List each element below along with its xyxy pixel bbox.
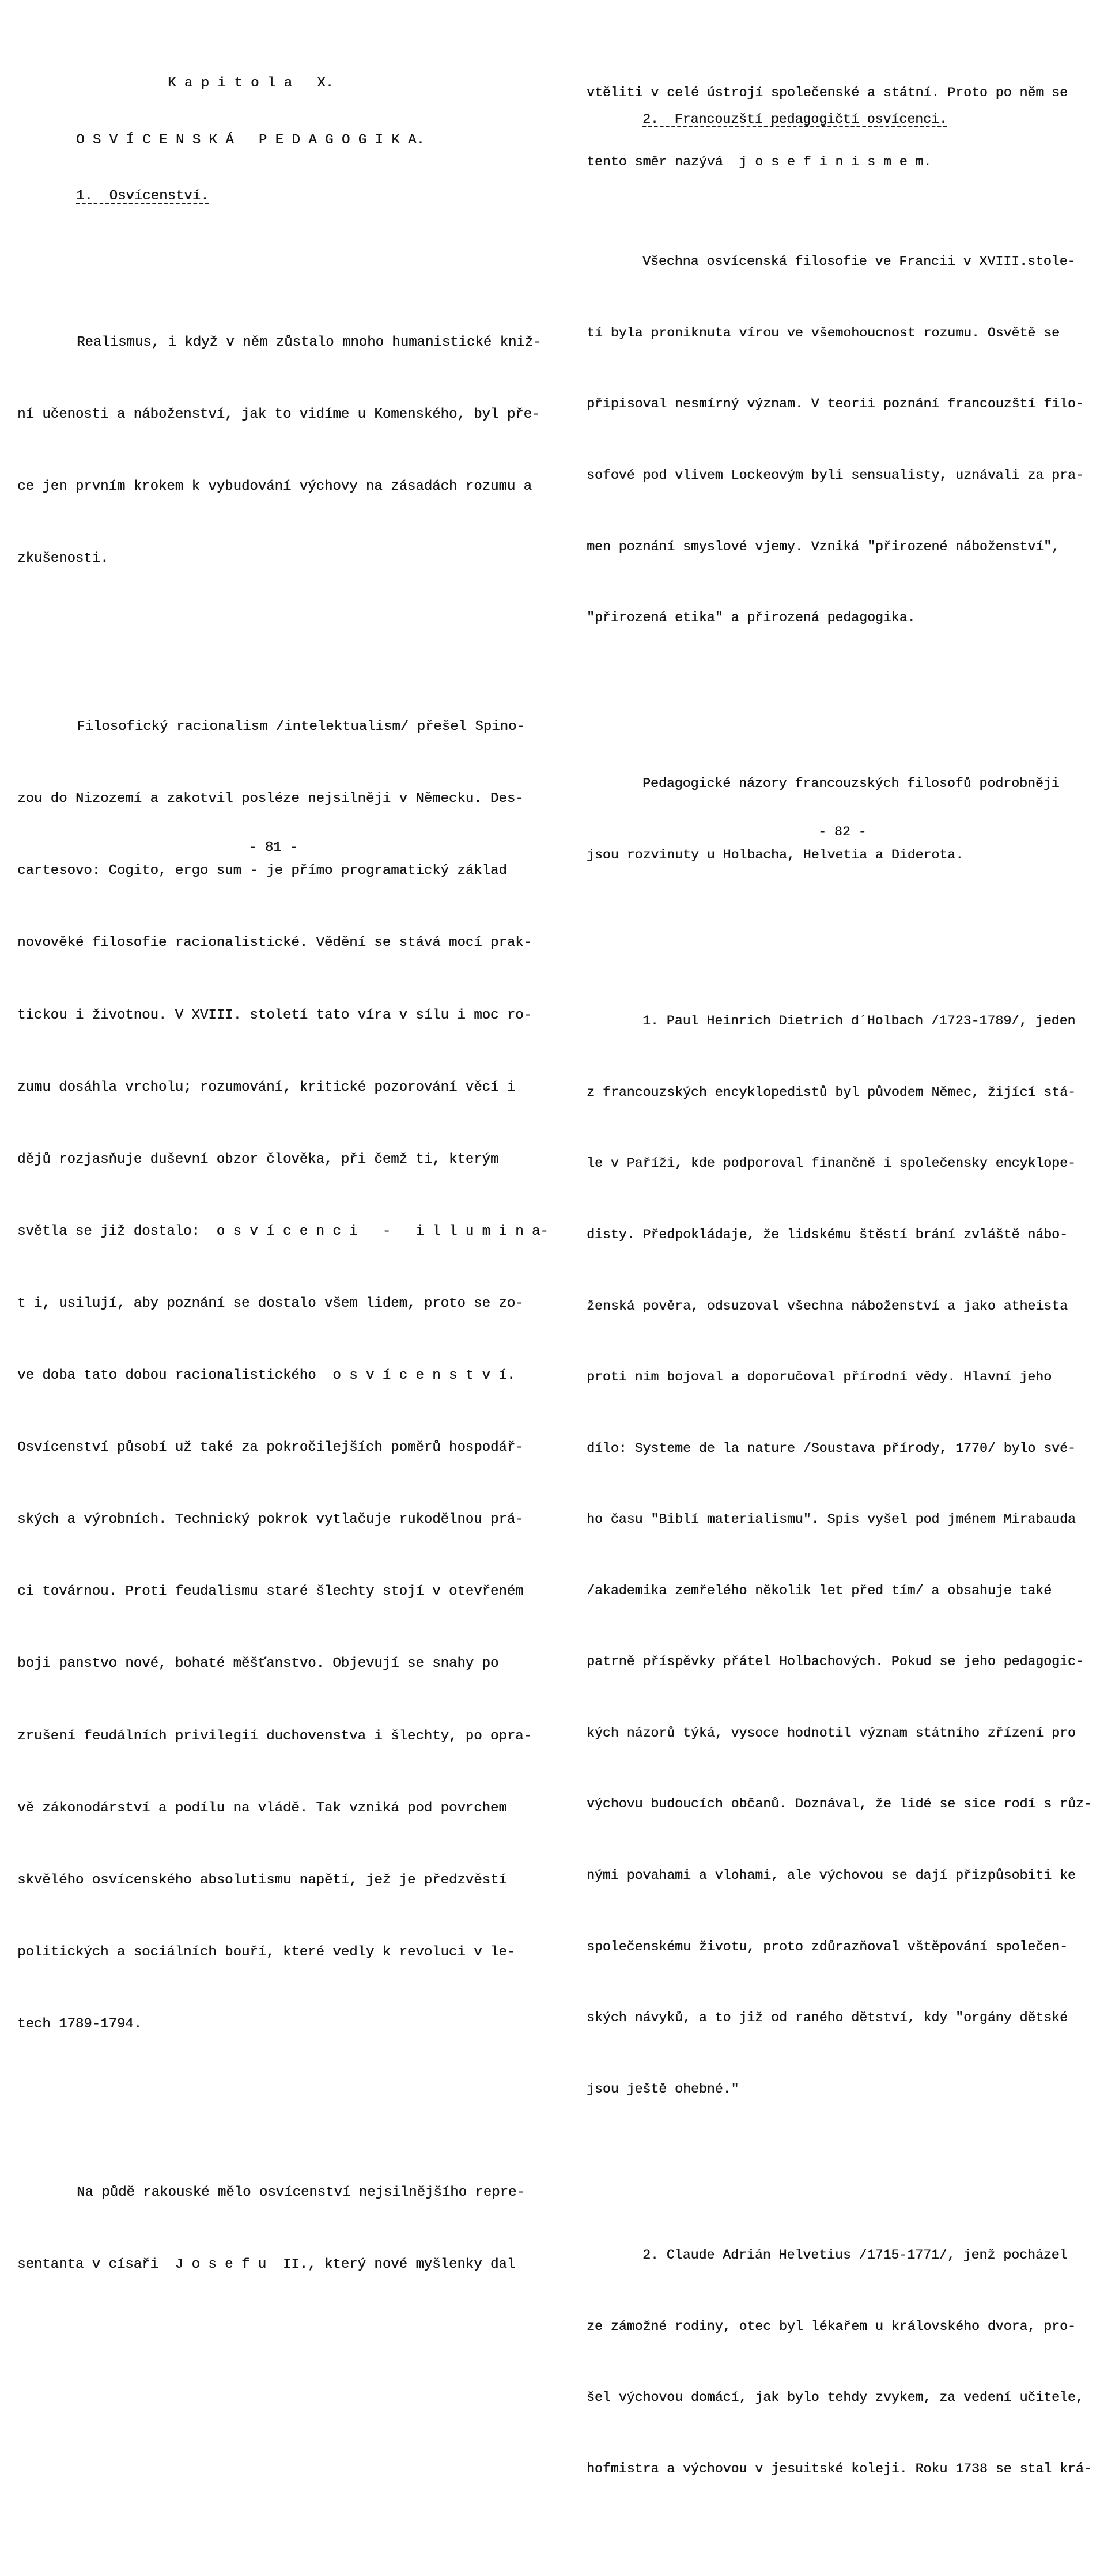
text-line: 1. Paul Heinrich Dietrich d´Holbach /1723-1789/, jeden	[642, 1013, 1076, 1029]
text-line: vě zákonodárství a podílu na vládě. Tak vzniká pod povrchem	[17, 1800, 507, 1816]
text-line: jsou rozvinuty u Holbacha, Helvetia a Diderota.	[587, 847, 963, 863]
text-line: připisoval nesmírný význam. V teorii poznání francouzští filo-	[587, 396, 1084, 412]
text-line: 2. Claude Adrián Helvetius /1715-1771/, jenž pocházel	[642, 2248, 1068, 2263]
text-line: ženská pověra, odsuzoval všechna náboženství a jako atheista	[587, 1298, 1068, 1314]
text-line: dějů rozjasňuje duševní obzor člověka, při čemž ti, kterým	[17, 1151, 499, 1167]
text-line: ní učenosti a náboženství, jak to vidíme u Komenského, byl pře-	[17, 406, 540, 422]
text-line: "přirozená etika" a přirozená pedagogika.	[587, 610, 916, 626]
text-line: boji panstvo nové, bohaté měšťanstvo. Objevují se snahy po	[17, 1656, 499, 1672]
text-line: t i, usilují, aby poznání se dostalo všem lidem, proto se zo-	[17, 1295, 524, 1311]
text-line: ve doba tato dobou racionalistického o s v í c e n s t v í.	[17, 1368, 516, 1384]
text-line: jsou ještě ohebné."	[587, 2081, 739, 2097]
text-line: Filosofický racionalism /intelektualism/ přešel Spino-	[77, 719, 525, 735]
text-line: světla se již dostalo: o s v í c e n c i - i l l u m i n a-	[17, 1223, 549, 1239]
text-line: cartesovo: Cogito, ergo sum - je přímo programatický základ	[17, 863, 507, 879]
text-line: sentanta v císaři J o s e f u II., který nové myšlenky dal	[17, 2257, 516, 2273]
paragraph	[587, 725, 1092, 915]
text-line: novověké filosofie racionalistické. Vědění se stává mocí prak-	[17, 935, 532, 951]
text-line: nými povahami a vlohami, ale výchovou se dají přizpůsobiti ke	[587, 1868, 1076, 1883]
text-line: vtěliti v celé ústrojí společenské a státní. Proto po něm se	[587, 85, 1068, 101]
chapter-title: O S V Í C E N S K Á P E D A G O G I K A.	[76, 133, 425, 148]
text-line: patrně příspěvky přátel Holbachových. Pokud se jeho pedagogic-	[587, 1654, 1084, 1670]
paragraph	[587, 2196, 1092, 2529]
right-page	[560, 0, 1119, 2476]
text-line: společenskému životu, proto zdůrazňoval vštěpování společen-	[587, 1939, 1068, 1954]
text-line: kých názorů týká, vysoce hodnotil význam státního zřízení pro	[587, 1725, 1076, 1741]
text-line: zumu dosáhla vrcholu; rozumování, kritické pozorování věcí i	[17, 1079, 516, 1095]
paragraph	[587, 203, 1092, 678]
paragraph	[17, 667, 549, 2085]
text-line: hofmistra a výchovou v jesuitské koleji. Roku 1738 se stal krá-	[587, 2461, 1092, 2476]
text-line: Na půdě rakouské mělo osvícenství nejsilnějšího repre-	[77, 2184, 525, 2200]
text-line: tickou i životnou. V XVIII. století tato víra v sílu i moc ro-	[17, 1007, 532, 1023]
text-line: Pedagogické názory francouzských filosofů podrobněji	[642, 776, 1060, 792]
text-line: sofové pod vlivem Lockeovým byli sensualisty, uznávali za pra-	[587, 467, 1084, 483]
text-line: /akademika zemřelého několik let před tím/ a obsahuje také	[587, 1583, 1052, 1598]
text-line: tí byla proniknuta vírou ve všemohoucnost rozumu. Osvětě se	[587, 325, 1060, 341]
text-line: ho času "Biblí materialismu". Spis vyšel pod jménem Mirabauda	[587, 1512, 1076, 1527]
text-line: skvělého osvícenského absolutismu napětí, jež je předzvěstí	[17, 1872, 507, 1888]
text-line: politických a sociálních bouří, které vedly k revoluci v le-	[17, 1944, 516, 1960]
text-line: výchovu budoucích občanů. Doznával, že lidé se sice rodí s růz-	[587, 1796, 1092, 1812]
text-line: proti nim bojoval a doporučoval přírodní vědy. Hlavní jeho	[587, 1370, 1052, 1385]
text-line: tech 1789-1794.	[17, 2017, 142, 2033]
text-line: ských a výrobních. Technický pokrok vytlačuje rukodělnou prá-	[17, 1512, 524, 1528]
section-heading: 2. Francouzští pedagogičtí osvícenci.	[642, 112, 947, 127]
text-line: ci továrnou. Proti feudalismu staré šlechty stojí v otevřeném	[17, 1584, 524, 1600]
text-line: le v Paříži, kde podporoval finančně i společensky encyklope-	[587, 1156, 1076, 1171]
text-line: Osvícenství působí už také za pokročilejších poměrů hospodář-	[17, 1440, 524, 1456]
paragraph	[17, 282, 549, 619]
paragraph	[587, 962, 1092, 2148]
page-number: - 82 -	[818, 824, 867, 839]
left-page	[0, 0, 560, 2273]
text-line: z francouzských encyklopedistů byl původem Němec, žijící stá-	[587, 1084, 1076, 1100]
text-line: dílo: Systeme de la nature /Soustava přírody, 1770/ bylo své-	[587, 1440, 1076, 1456]
section-heading: 1. Osvícenství.	[76, 188, 209, 204]
text-line: zou do Nizozemí a zakotvil posléze nejsilněji v Německu. Des-	[17, 791, 524, 807]
text-line: ce jen prvním krokem k vybudování výchovy na zásadách rozumu a	[17, 479, 532, 495]
text-line: ze zámožné rodiny, otec byl lékařem u královského dvora, pro-	[587, 2318, 1076, 2334]
text-line: tento směr nazývá j o s e f i n i s m e m.	[587, 154, 932, 169]
left-page-body	[17, 234, 549, 2373]
right-page-body	[587, 156, 1092, 2576]
text-line: šel výchovou domácí, jak bylo tehdy zvykem, za vedení učitele,	[587, 2390, 1084, 2405]
text-line: men poznání smyslové vjemy. Vzniká "přirozené náboženství",	[587, 539, 1060, 554]
text-line: Všechna osvícenská filosofie ve Francii v XVIII.stole-	[642, 254, 1076, 270]
text-line: ských návyků, a to již od raného dětství, kdy "orgány dětské	[587, 2010, 1068, 2026]
text-line: Realismus, i když v něm zůstalo mnoho humanistické kniž-	[77, 334, 542, 350]
page-number: - 81 -	[248, 840, 298, 856]
text-line: zkušenosti.	[17, 551, 109, 567]
text-line: disty. Předpokládaje, že lidskému štěstí brání zvláště nábo-	[587, 1227, 1068, 1242]
paragraph	[17, 2133, 549, 2325]
text-line: zrušení feudálních privilegií duchovenstva i šlechty, po opra-	[17, 1728, 532, 1744]
chapter-label: K a p i t o l a X.	[168, 75, 334, 91]
